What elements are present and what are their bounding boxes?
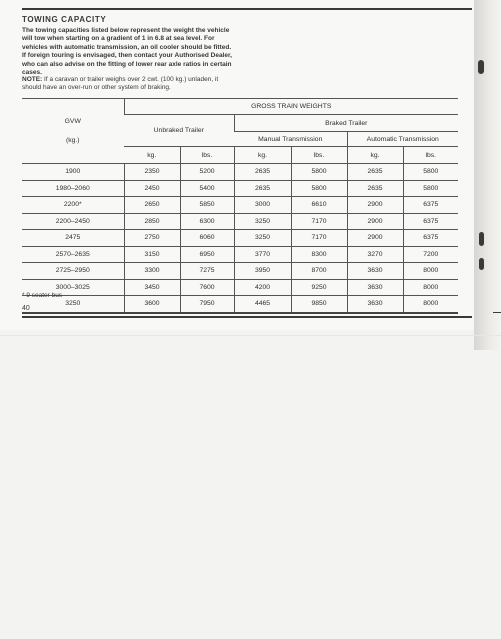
table-cell: 2475 [22,230,124,247]
table-cell: 3270 [347,246,403,263]
table-row [22,180,458,197]
table-cell: 6060 [180,230,234,247]
table-cell: 5850 [180,197,234,214]
table-cell: 7170 [291,230,347,247]
section-heading: TOWING CAPACITY [22,15,107,24]
table-cell: 1980–2060 [22,180,124,197]
table-cell: 2900 [347,230,403,247]
table-cell: 3250 [234,213,291,230]
top-rule [22,8,472,10]
table-row [22,279,458,296]
table-cell: 6300 [180,213,234,230]
page-number: 40 [22,305,30,312]
gvw-unit: (kg.) [65,137,80,144]
table-cell: 3150 [124,246,180,263]
table-cell: 3770 [234,246,291,263]
table-cell: 6375 [403,213,458,230]
table-cell: 2725–2950 [22,263,124,280]
table-cell: 3950 [234,263,291,280]
table-cell: 3630 [347,296,403,313]
table-row [22,263,458,280]
table-cell: 5800 [403,164,458,181]
gvw-header-cell [22,99,124,164]
table-cell: 2450 [124,180,180,197]
table-cell: 6950 [180,246,234,263]
scan-mark [479,258,484,270]
table-cell: 5800 [403,180,458,197]
manual-header: Manual Transmission [234,132,347,147]
note-paragraph [22,76,462,93]
scan-mark [479,232,484,246]
paragraph-line: who can also advise on the fitting of lower rear axle ratios in certain [22,60,232,68]
towing-table [22,98,458,314]
table-row [22,296,458,313]
table-cell: 2900 [347,213,403,230]
table-cell: 2200–2450 [22,213,124,230]
table-cell: 7170 [291,213,347,230]
footnote: * 9 seater bus [22,292,63,299]
table-cell: 2850 [124,213,180,230]
table-cell: 8000 [403,296,458,313]
table-cell: 3630 [347,279,403,296]
table-cell: 5400 [180,180,234,197]
paragraph-line: If foreign touring is envisaged, then contact your Authorised Dealer, [22,52,232,60]
table-cell: 3300 [124,263,180,280]
table-cell: 2570–2635 [22,246,124,263]
table-cell: 2350 [124,164,180,181]
table-cell: 6375 [403,230,458,247]
table-cell: 2635 [234,164,291,181]
note-line: should have an over-run or other system of braking. [22,84,171,92]
note-text: If a caravan or trailer weighs over 2 cwt. (100 kg.) unladen, it [42,76,219,83]
table-cell: 3000–3025 [22,279,124,296]
table-cell: 6610 [291,197,347,214]
unbraked-header: Unbraked Trailer [124,115,234,147]
table-cell: 3630 [347,263,403,280]
table-row [22,246,458,263]
table-cell: 2635 [347,180,403,197]
automatic-header: Automatic Transmission [347,132,458,147]
paragraph-line: cases. [22,69,42,77]
table-cell: 7600 [180,279,234,296]
table-row [22,213,458,230]
table-cell: 4465 [234,296,291,313]
table-cell: 8700 [291,263,347,280]
unit-header: kg. [347,147,403,164]
paragraph-line: The towing capacities listed below represent the weight the vehicle [22,27,230,34]
paragraph-line: vehicles with automatic transmission, an oil cooler should be fitted. [22,43,232,51]
unit-header: kg. [124,147,180,164]
table-cell: 5800 [291,180,347,197]
table-cell: 3250 [234,230,291,247]
table-cell: 9250 [291,279,347,296]
table-cell: 3250 [22,296,124,313]
table-title: GROSS TRAIN WEIGHTS [124,99,458,115]
table-cell: 3000 [234,197,291,214]
table-cell: 1900 [22,164,124,181]
intro-paragraph [22,27,460,77]
unit-header: lbs. [403,147,458,164]
table-cell: 8300 [291,246,347,263]
table-cell: 9850 [291,296,347,313]
table-cell: 8000 [403,263,458,280]
scan-mark [493,312,501,313]
table-cell: 2900 [347,197,403,214]
table-cell: 2650 [124,197,180,214]
unit-header: lbs. [291,147,347,164]
table-cell: 7200 [403,246,458,263]
braked-header: Braked Trailer [234,115,458,132]
table-row [22,197,458,214]
paragraph-line: will tow when starting on a gradient of 1 in 6.8 at sea level. For [22,35,215,43]
table-cell: 5800 [291,164,347,181]
table-cell: 4200 [234,279,291,296]
table-cell: 2200* [22,197,124,214]
unit-header: lbs. [180,147,234,164]
note-label: NOTE: [22,76,43,83]
table-cell: 5200 [180,164,234,181]
page-binding-shadow [474,0,501,350]
table-cell: 8000 [403,279,458,296]
table-cell: 3600 [124,296,180,313]
table-row [22,164,458,181]
table-cell: 7275 [180,263,234,280]
table-cell: 2635 [234,180,291,197]
unit-header: kg. [234,147,291,164]
table-cell: 2750 [124,230,180,247]
gvw-header: GVW [64,118,81,125]
table-row [22,230,458,247]
note-line [22,76,462,84]
bottom-rule [22,316,472,318]
scan-mark [478,60,484,74]
table-cell: 7950 [180,296,234,313]
table-cell: 3450 [124,279,180,296]
page-edge [0,335,501,336]
table-cell: 6375 [403,197,458,214]
table-cell: 2635 [347,164,403,181]
